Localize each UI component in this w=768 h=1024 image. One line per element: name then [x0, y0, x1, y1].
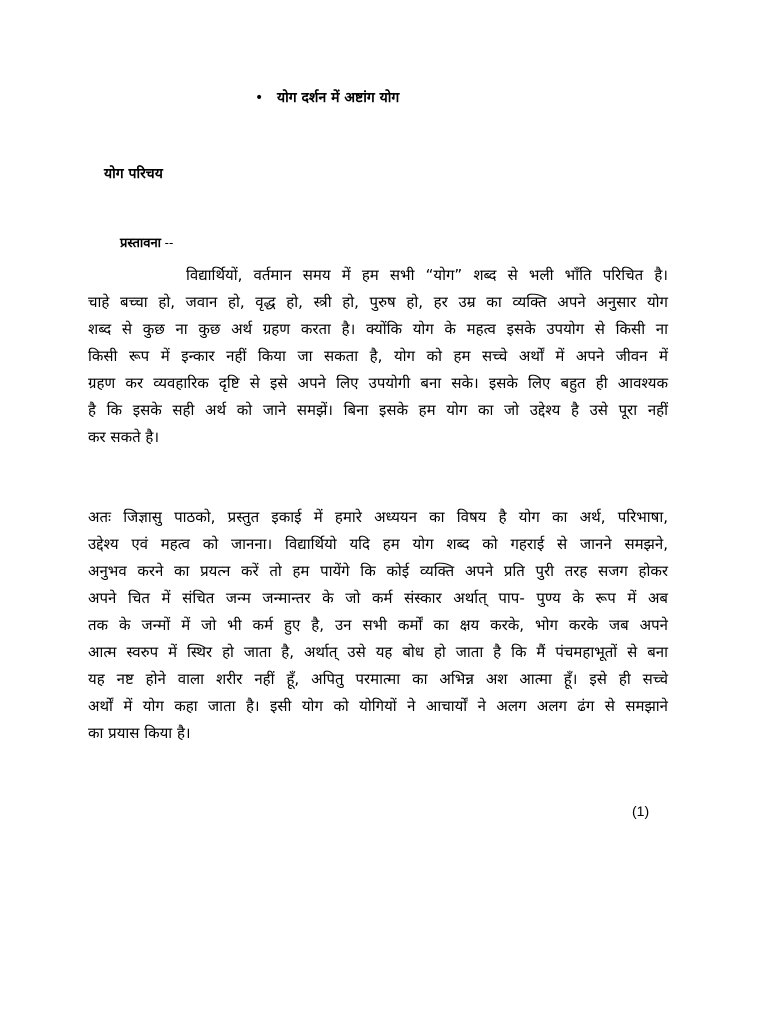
paragraph-line: अतः जिज्ञासु पाठको, प्रस्तुत इकाई में हमारे अध्ययन का विषय है योग का अर्थ, परिभाषा,: [88, 508, 668, 526]
paragraph-line: है कि इसके सही अर्थ को जाने समझें। बिना इसके हम योग का जो उद्देश्य है उसे पूरा नहीं: [88, 401, 668, 419]
paragraph-line: तक के जन्मों में जो भी कर्म हुए है, उन सभी कर्मों का क्षय करके, भोग करके जब अपने: [88, 616, 668, 634]
section-title: योग परिचय: [104, 166, 163, 182]
paragraph-line: अर्थों में योग कहा जाता है। इसी योग को योगियों ने आचार्यों ने अलग अलग ढंग से समझाने: [88, 697, 668, 715]
paragraph-meaning: [88, 504, 668, 747]
paragraph-line: आत्म स्वरुप में स्थिर हो जाता है, अर्थात् उसे यह बोध हो जाता है कि मैं पंचमहाभूतों से बना: [88, 643, 668, 661]
paragraph-line: अपने चित में संचित जन्म जन्मान्तर के जो कर्म संस्कार अर्थात् पाप- पुण्य के रूप में अब: [88, 589, 668, 607]
page-number: (1): [632, 803, 650, 819]
paragraph-line: यह नष्ट होने वाला शरीर नहीं हूँ, अपितु परमात्मा का अभिन्न अश आत्मा हूँ। इसे ही सच्चे: [88, 670, 668, 688]
bullet-icon: •: [255, 90, 264, 106]
paragraph-line: अनुभव करने का प्रयत्न करें तो हम पायेंगे कि कोई व्यक्ति अपने प्रति पुरी तरह सजग होकर: [88, 562, 668, 580]
paragraph-introduction: [88, 262, 668, 451]
paragraph-line: किसी रूप में इन्कार नहीं किया जा सकता है, योग को हम सच्चे अर्थों में अपने जीवन में: [88, 347, 668, 365]
paragraph-line: विद्यार्थियों, वर्तमान समय में हम सभी “योग” शब्द से भली भाँति परिचित है।: [186, 266, 668, 284]
main-heading-text: योग दर्शन में अष्टांग योग: [277, 90, 400, 106]
subsection-heading: [120, 233, 173, 251]
paragraph-line: शब्द से कुछ ना कुछ अर्थ ग्रहण करता है। क्योंकि योग के महत्व इसके उपयोग से किसी ना: [88, 320, 668, 338]
paragraph-line: कर सकते है।: [88, 428, 160, 446]
paragraph-line: का प्रयास किया है।: [88, 724, 191, 742]
paragraph-line: ग्रहण कर व्यवहारिक दृष्टि से इसे अपने लिए उपयोगी बना सके। इसके लिए बहुत ही आवश्यक: [88, 374, 668, 392]
subsection-label: प्रस्तावना: [120, 236, 162, 251]
subsection-dash: --: [161, 235, 174, 250]
main-heading: [255, 88, 399, 107]
paragraph-line: चाहे बच्चा हो, जवान हो, वृद्ध हो, स्त्री हो, पुरुष हो, हर उम्र का व्यक्ति अपने अनुसार योग: [88, 293, 668, 311]
paragraph-line: उद्देश्य एवं महत्व को जानना। विद्यार्थियो यदि हम योग शब्द को गहराई से जानने समझने,: [88, 535, 668, 553]
